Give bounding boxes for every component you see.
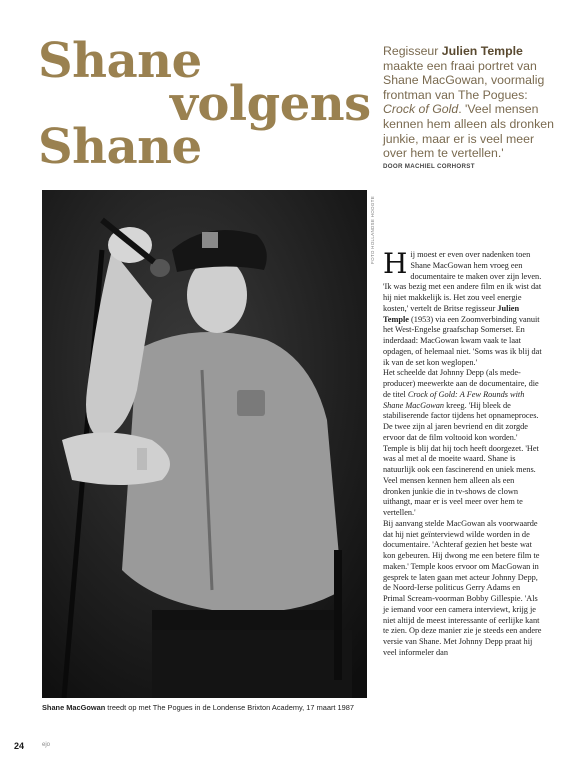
headline-line-3: Shane bbox=[38, 119, 202, 175]
film-title: Crock of Gold: A Few Rounds with Shane MacGowan bbox=[383, 389, 525, 410]
photo-credit: FOTO HOLLANDSE HOOGTE bbox=[370, 196, 375, 264]
byline: DOOR MACHIEL CORHORST bbox=[383, 163, 475, 170]
paragraph-text: (1953) via een Zoomverbinding vanuit het West-Engelse graafschap Somerset. En inderdaad: MacGowan kwam vaak te laat opdagen, of helemaal niet. 'Soms was ik blij dat ik van de set kon weglopen.' bbox=[383, 314, 542, 367]
article-paragraph: Bij aanvang stelde MacGowan als voorwaarde dat hij niet geïnterviewd wilde worden in de documentaire. 'Achteraf gezien het beste wat kon gebeuren. Hij dwong me een betere film te maken.' Temple koos ervoor om MacGowan in gesprek te laten gaan met acteur Johnny Depp, de Noord-Ierse politicus Gerry Adams en Primal Scream-voorman Bobby Gillespie. 'Als je iemand voor een camera interviewt, krijg je niet altijd de meest interessante of eerlijke kant te zien. Op deze manier zie je steeds een andere versie van Shane. Met Johnny Depp praat hij veel informeler dan bbox=[383, 518, 542, 657]
intro-text: maakte een fraai portret van Shane MacGowan, voormalig frontman van The Pogues: bbox=[383, 58, 545, 102]
headline bbox=[38, 33, 371, 175]
magazine-logo: ejo bbox=[42, 742, 51, 748]
paragraph-text: Het scheelde dat Johnny Depp (als mede-producer) meewerkte aan de documentaire, die de titel bbox=[383, 368, 539, 399]
drop-cap: H bbox=[383, 247, 408, 280]
page-number: 24 bbox=[14, 741, 25, 751]
concert-photo bbox=[42, 190, 367, 698]
article-paragraph: Temple is blij dat hij toch heeft doorgezet. 'Het was al met al de moeite waard. Shane is natuurlijk ook een fascinerend en uniek mens. Veel mensen kennen hem alleen als een dronken junkie die in tv-shows de clown uithangt, maar er is veel meer over hem te vertellen.' bbox=[383, 443, 539, 517]
headline-line-2: volgens bbox=[170, 76, 371, 132]
director-name: Julien Temple bbox=[383, 303, 520, 324]
photo-caption bbox=[42, 703, 372, 712]
photo-illustration bbox=[42, 190, 367, 698]
article-body bbox=[383, 247, 543, 659]
article-paragraph bbox=[383, 368, 543, 443]
intro-film-title: Crock of Gold bbox=[383, 102, 459, 117]
article-paragraph bbox=[383, 247, 543, 368]
intro-lead bbox=[383, 44, 555, 161]
intro-director-name: Julien Temple bbox=[441, 44, 523, 58]
caption-text: treedt op met The Pogues in de Londense Brixton Academy, 17 maart 1987 bbox=[105, 703, 354, 712]
headline-line-1: Shane bbox=[38, 33, 202, 89]
caption-name: Shane MacGowan bbox=[42, 703, 106, 712]
intro-text: . 'Veel mensen kennen hem alleen als dronken junkie, maar er is veel meer over hem te vertellen.' bbox=[383, 102, 554, 161]
intro-text: Regisseur bbox=[383, 44, 442, 58]
paragraph-text: ij moest er even over nadenken toen Shane MacGowan hem vroeg een documentaire te maken over zijn leven. 'Ik was bezig met een andere film en ik wist dat hij niet makkelijk is. Het zou veel energie kosten,' vertelt de Britse regisseur bbox=[383, 250, 542, 313]
paragraph-text: kreeg. 'Hij bleek de stabiliserende factor tijdens het opnameproces. De twee zijn al jaren bevriend en dit zorgde ervoor dat de film voltooid kon worden.' bbox=[383, 400, 539, 442]
